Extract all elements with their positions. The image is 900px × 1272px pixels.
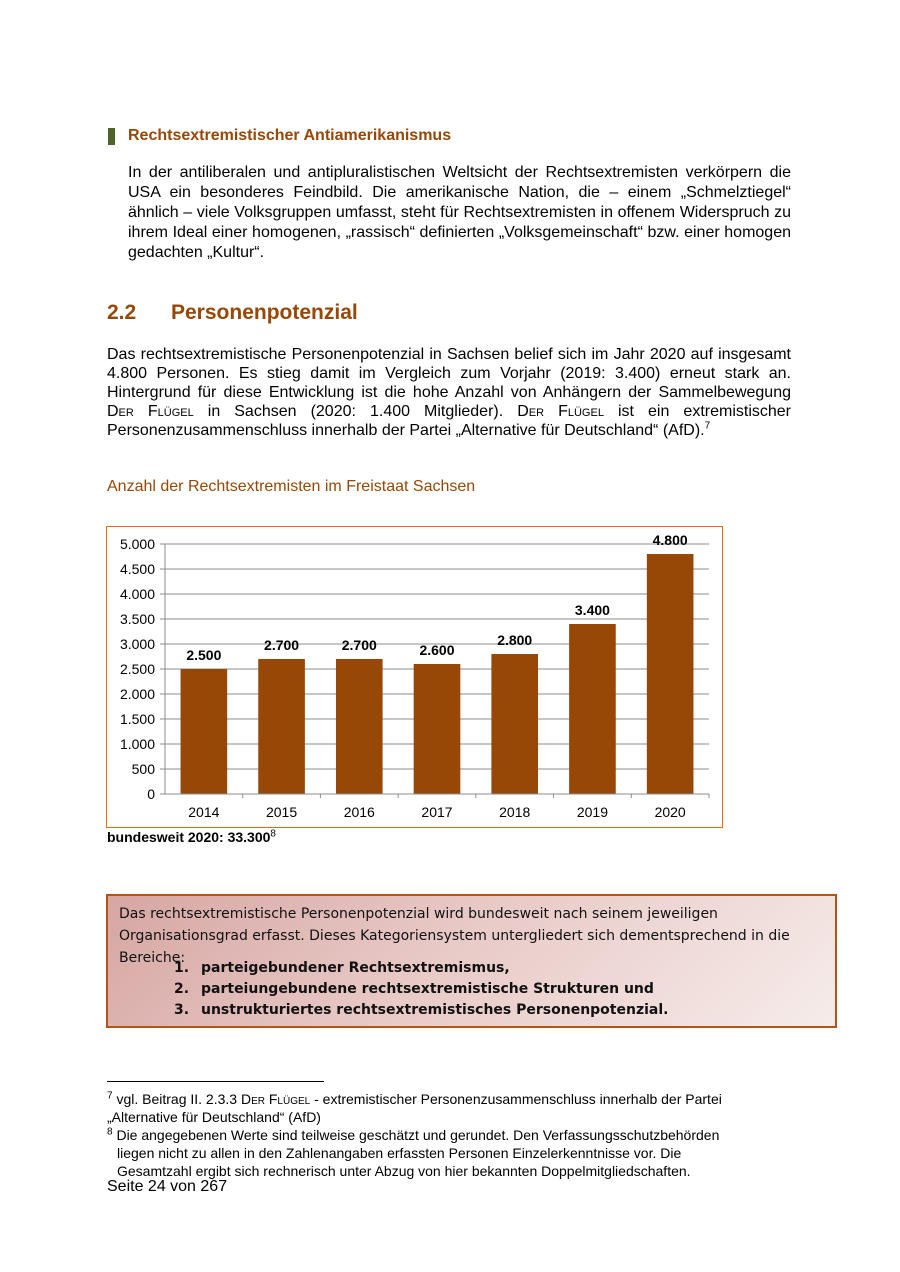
x-tick-label: 2019 bbox=[576, 804, 609, 820]
y-tick-label: 2.500 bbox=[119, 661, 155, 677]
page-number: Seite 24 von 267 bbox=[107, 1178, 228, 1195]
x-tick-label: 2014 bbox=[188, 804, 220, 820]
section-marker bbox=[108, 128, 115, 145]
heading-title: Personenpotenzial bbox=[171, 301, 358, 324]
data-label: 2.500 bbox=[186, 647, 222, 663]
paragraph-text-3: ist ein extremistischer Personenzusammenschluss innerhalb der Partei „Alternative für Deutschland“ (AfD). bbox=[107, 403, 791, 439]
bar bbox=[647, 554, 694, 794]
bar bbox=[569, 624, 616, 794]
y-tick-label: 0 bbox=[147, 786, 155, 802]
y-tick-label: 1.500 bbox=[119, 711, 155, 727]
y-tick-label: 4.500 bbox=[119, 561, 155, 577]
x-tick-label: 2017 bbox=[421, 804, 453, 820]
list-number: 1. bbox=[174, 960, 190, 976]
bar bbox=[258, 659, 305, 794]
list-number: 3. bbox=[174, 1002, 190, 1018]
y-tick-label: 3.500 bbox=[119, 611, 155, 627]
paragraph-personenpotenzial bbox=[107, 345, 791, 440]
info-intro: Das rechtsextremistische Personenpotenzial wird bundesweit nach seinem jeweiligen Organisationsgrad erfasst. Dieses Kategoriensystem untergliedert sich dementsprechend in die Bereiche: bbox=[119, 906, 790, 966]
y-tick-label: 500 bbox=[131, 761, 155, 777]
org-name: Der Flügel bbox=[517, 403, 604, 420]
bar bbox=[414, 664, 461, 794]
footnote-7-line2: „Alternative für Deutschland“ (AfD) bbox=[107, 1109, 321, 1125]
bar bbox=[181, 669, 228, 794]
footnote-text: vgl. Beitrag II. 2.3.3 bbox=[112, 1091, 241, 1107]
heading-number: 2.2 bbox=[107, 301, 137, 324]
data-label: 4.800 bbox=[652, 532, 688, 548]
footnote-mark: 7 bbox=[107, 1090, 113, 1102]
paragraph-text-2: in Sachsen (2020: 1.400 Mitglieder). bbox=[193, 403, 518, 420]
footnotes bbox=[107, 1090, 797, 1180]
footnote-mark: 8 bbox=[107, 1126, 113, 1138]
y-tick-label: 2.000 bbox=[119, 686, 155, 702]
bar-chart bbox=[106, 526, 723, 828]
x-tick-label: 2018 bbox=[499, 804, 531, 820]
data-label: 2.700 bbox=[341, 637, 377, 653]
info-list bbox=[174, 958, 668, 1021]
data-label: 2.600 bbox=[419, 642, 455, 658]
y-tick-label: 4.000 bbox=[119, 586, 155, 602]
y-tick-label: 3.000 bbox=[119, 636, 155, 652]
chart-caption: Anzahl der Rechtsextremisten im Freistaat Sachsen bbox=[107, 478, 476, 495]
info-box bbox=[106, 894, 837, 1028]
footnote-separator bbox=[107, 1081, 324, 1082]
chart-svg bbox=[107, 527, 722, 827]
footnote-8 bbox=[107, 1126, 797, 1144]
paragraph-text-1: Das rechtsextremistische Personenpotenzial in Sachsen belief sich im Jahr 2020 auf insgesamt 4.800 Personen. Es stieg damit im Vergleich zum Vorjahr (2019: 3.400) erneut stark an. Hintergrund für diese Entwicklung ist die hohe Anzahl von Anhängern der Sammelbewegung bbox=[107, 346, 791, 401]
footnote-text: - extremistischer Personenzusammenschluss innerhalb der Partei bbox=[310, 1091, 722, 1107]
list-text: unstrukturiertes rechtsextremistisches Personenpotenzial. bbox=[201, 1002, 669, 1018]
list-item bbox=[174, 958, 668, 979]
x-tick-label: 2015 bbox=[265, 804, 298, 820]
footnote-7 bbox=[107, 1090, 797, 1108]
bundesweit-text: bundesweit 2020: 33.300 bbox=[107, 829, 271, 845]
list-item bbox=[174, 979, 668, 1000]
bar bbox=[491, 654, 538, 794]
y-tick-label: 5.000 bbox=[119, 536, 155, 552]
bundesweit-total bbox=[107, 829, 276, 845]
footnote-8-line2: liegen nicht zu allen in den Zahlenangaben erfassten Personen Einzelerkenntnisse vor. Die bbox=[117, 1145, 682, 1161]
data-label: 2.800 bbox=[497, 632, 533, 648]
data-label: 3.400 bbox=[574, 602, 610, 618]
list-item bbox=[174, 1000, 668, 1021]
org-name: Der Flügel bbox=[240, 1091, 311, 1107]
paragraph-antiamerikanismus: In der antiliberalen und antipluralistischen Weltsicht der Rechtsextremisten verkörpern die USA ein besonderes Feindbild. Die amerikanische Nation, die – einem „Schmelztiegel“ ähnlich – viele Volksgruppen umfasst, steht für Rechtsextremisten in offenem Widerspruch zu ihrem Ideal einer homogenen, „rassisch“ definierten „Volksgemeinschaft“ bzw. einer homogen gedachten „Kultur“. bbox=[128, 164, 791, 261]
list-text: parteigebundener Rechtsextremismus, bbox=[201, 960, 510, 976]
list-number: 2. bbox=[174, 981, 190, 997]
bar bbox=[336, 659, 383, 794]
x-tick-label: 2016 bbox=[343, 804, 375, 820]
footnote-ref: 8 bbox=[270, 828, 276, 840]
x-tick-label: 2020 bbox=[654, 804, 686, 820]
subheading: Rechtsextremistischer Antiamerikanismus bbox=[128, 127, 452, 144]
list-text: parteiungebundene rechtsextremistische Strukturen und bbox=[201, 981, 654, 997]
data-label: 2.700 bbox=[264, 637, 300, 653]
y-tick-label: 1.000 bbox=[119, 736, 155, 752]
footnote-ref: 7 bbox=[704, 420, 711, 432]
org-name: Der Flügel bbox=[107, 403, 194, 420]
footnote-8-line3: Gesamtzahl ergibt sich rechnerisch unter Abzug von hier bekannten Doppelmitgliedschaften. bbox=[117, 1163, 691, 1179]
footnote-text: Die angegebenen Werte sind teilweise geschätzt und gerundet. Den Verfassungsschutzbehörden bbox=[112, 1127, 720, 1143]
